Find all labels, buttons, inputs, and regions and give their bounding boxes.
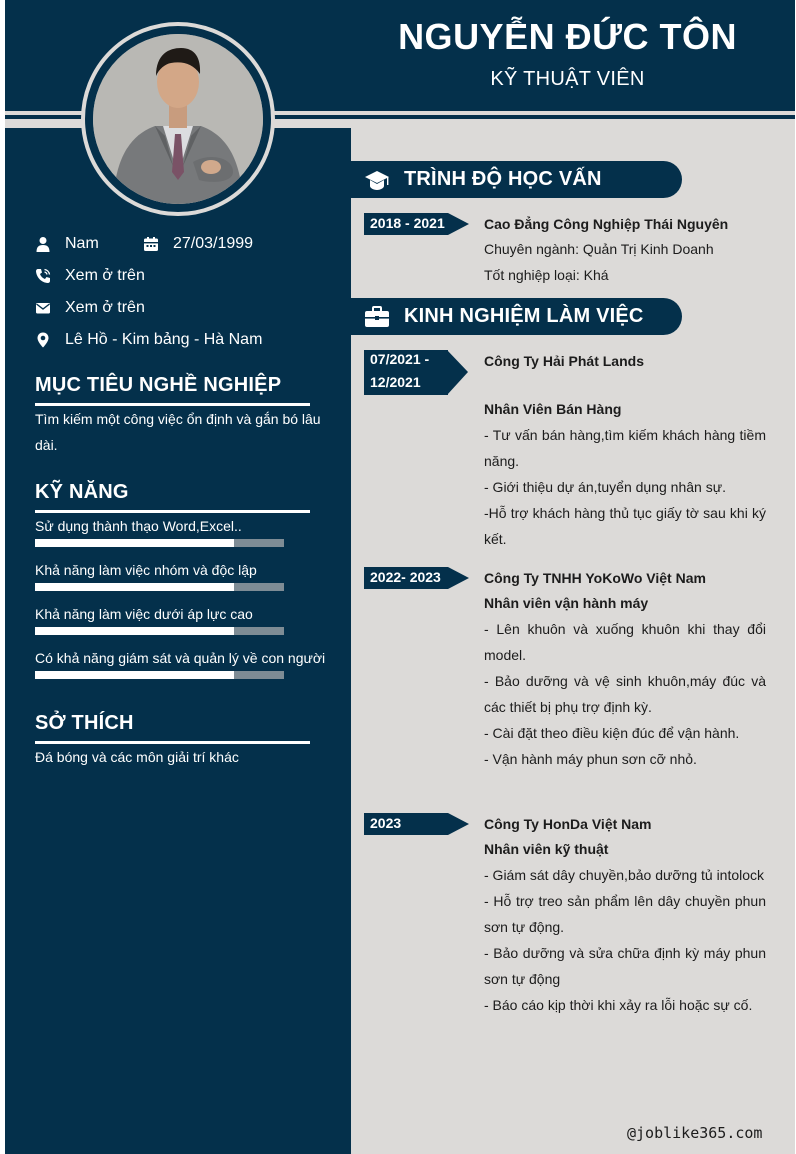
education-period-tag: [364, 213, 448, 235]
contact-address: [35, 331, 262, 349]
objective-text: Tìm kiếm một công việc ổn định và gắn bó lâu dài.: [35, 411, 321, 453]
job-position: Nhân Viên Bán Hàng: [484, 401, 622, 417]
job-duty: - Giới thiệu dự án,tuyển dụng nhân sự.: [484, 479, 726, 495]
job-duty: -Hỗ trợ khách hàng thủ tục giấy tờ sau khi ký kết.: [484, 505, 766, 547]
skill-bar-fill: [35, 627, 234, 635]
skill-bar-fill: [35, 539, 234, 547]
job-period-end: 12/2021: [370, 374, 421, 390]
skill-bar: [35, 583, 284, 591]
job-period: 2023: [370, 815, 402, 831]
email-value: Xem ở trên: [65, 299, 145, 316]
candidate-name: NGUYỄN ĐỨC TÔN: [398, 16, 737, 57]
contact-phone: [35, 267, 145, 285]
contact-birthday: [143, 235, 253, 253]
contact-email: [35, 299, 145, 317]
job-duty: - Lên khuôn và xuống khuôn khi thay đổi model.: [484, 621, 766, 663]
job-position: Nhân viên vận hành máy: [484, 595, 649, 611]
job-company: Công Ty TNHH YoKoWo Việt Nam: [484, 570, 706, 586]
skill-label: Khả năng làm việc nhóm và độc lập: [35, 562, 257, 578]
address-value: Lê Hồ - Kim bảng - Hà Nam: [65, 331, 263, 348]
hobbies-title: SỞ THÍCH: [35, 712, 134, 734]
hobbies-text: Đá bóng và các môn giải trí khác: [35, 749, 239, 765]
calendar-icon: [143, 236, 159, 252]
phone-icon: [35, 268, 51, 284]
phone-value: Xem ở trên: [65, 267, 145, 284]
location-pin-icon: [35, 332, 51, 348]
job-duty: - Hỗ trợ treo sản phẩm lên dây chuyền phun sơn tự động.: [484, 893, 766, 935]
skill-label: Khả năng làm việc dưới áp lực cao: [35, 606, 253, 622]
education-period: 2018 - 2021: [370, 215, 445, 231]
skills-rule: [35, 510, 310, 513]
skill-bar: [35, 671, 284, 679]
user-icon: [35, 236, 51, 252]
job-period-tag: [364, 350, 448, 395]
candidate-role: KỸ THUẬT VIÊN: [490, 68, 645, 90]
skill-bar: [35, 627, 284, 635]
cv-page: [5, 0, 795, 1154]
job-position: Nhân viên kỹ thuật: [484, 841, 609, 857]
job-company: Công Ty HonDa Việt Nam: [484, 816, 652, 832]
job-period-tag: [364, 567, 448, 589]
skill-bar-fill: [35, 671, 234, 679]
footer-watermark: @joblike365.com: [627, 1124, 763, 1142]
briefcase-icon: [364, 304, 390, 330]
avatar-frame: [81, 22, 275, 216]
education-school: Cao Đẳng Công Nghiệp Thái Nguyên: [484, 216, 729, 232]
job-period-tag: [364, 813, 448, 835]
envelope-icon: [35, 300, 51, 316]
job-duty: - Vận hành máy phun sơn cỡ nhỏ.: [484, 751, 697, 767]
experience-title: KINH NGHIỆM LÀM VIỆC: [404, 305, 644, 327]
job-period-start: 07/2021 -: [370, 351, 430, 367]
skill-bar-fill: [35, 583, 234, 591]
job-period: 2022- 2023: [370, 569, 441, 585]
job-duty: - Báo cáo kịp thời khi xảy ra lỗi hoặc sự cố.: [484, 997, 753, 1013]
job-company: Công Ty Hải Phát Lands: [484, 353, 644, 369]
education-title: TRÌNH ĐỘ HỌC VẤN: [404, 168, 602, 190]
job-duty: - Giám sát dây chuyền,bảo dưỡng tủ intolock: [484, 867, 765, 883]
objective-title: MỤC TIÊU NGHỀ NGHIỆP: [35, 374, 282, 396]
job-duty: - Bảo dưỡng và sửa chữa định kỳ máy phun sơn tự động: [484, 945, 766, 987]
birthday-value: 27/03/1999: [173, 235, 254, 252]
education-major: Chuyên ngành: Quản Trị Kinh Doanh: [484, 241, 714, 257]
skill-label: Sử dụng thành thạo Word,Excel..: [35, 518, 242, 534]
contact-gender: [35, 235, 99, 253]
skill-label: Có khả năng giám sát và quản lý về con người: [35, 650, 326, 666]
avatar: [93, 34, 263, 204]
skill-bar: [35, 539, 284, 547]
portrait-photo: [93, 34, 263, 204]
job-duty: - Bảo dưỡng và vệ sinh khuôn,máy đúc và các thiết bị phụ trợ định kỳ.: [484, 673, 766, 715]
gender-value: Nam: [65, 235, 99, 252]
job-duty: - Cài đặt theo điều kiện đúc để vận hành.: [484, 725, 740, 741]
job-duty: - Tư vấn bán hàng,tìm kiếm khách hàng tiềm năng.: [484, 427, 766, 469]
skills-title: KỸ NĂNG: [35, 481, 129, 503]
education-grade: Tốt nghiệp loại: Khá: [484, 267, 609, 283]
education-header: [351, 161, 682, 198]
graduation-cap-icon: [364, 167, 390, 193]
experience-header: [351, 298, 682, 335]
